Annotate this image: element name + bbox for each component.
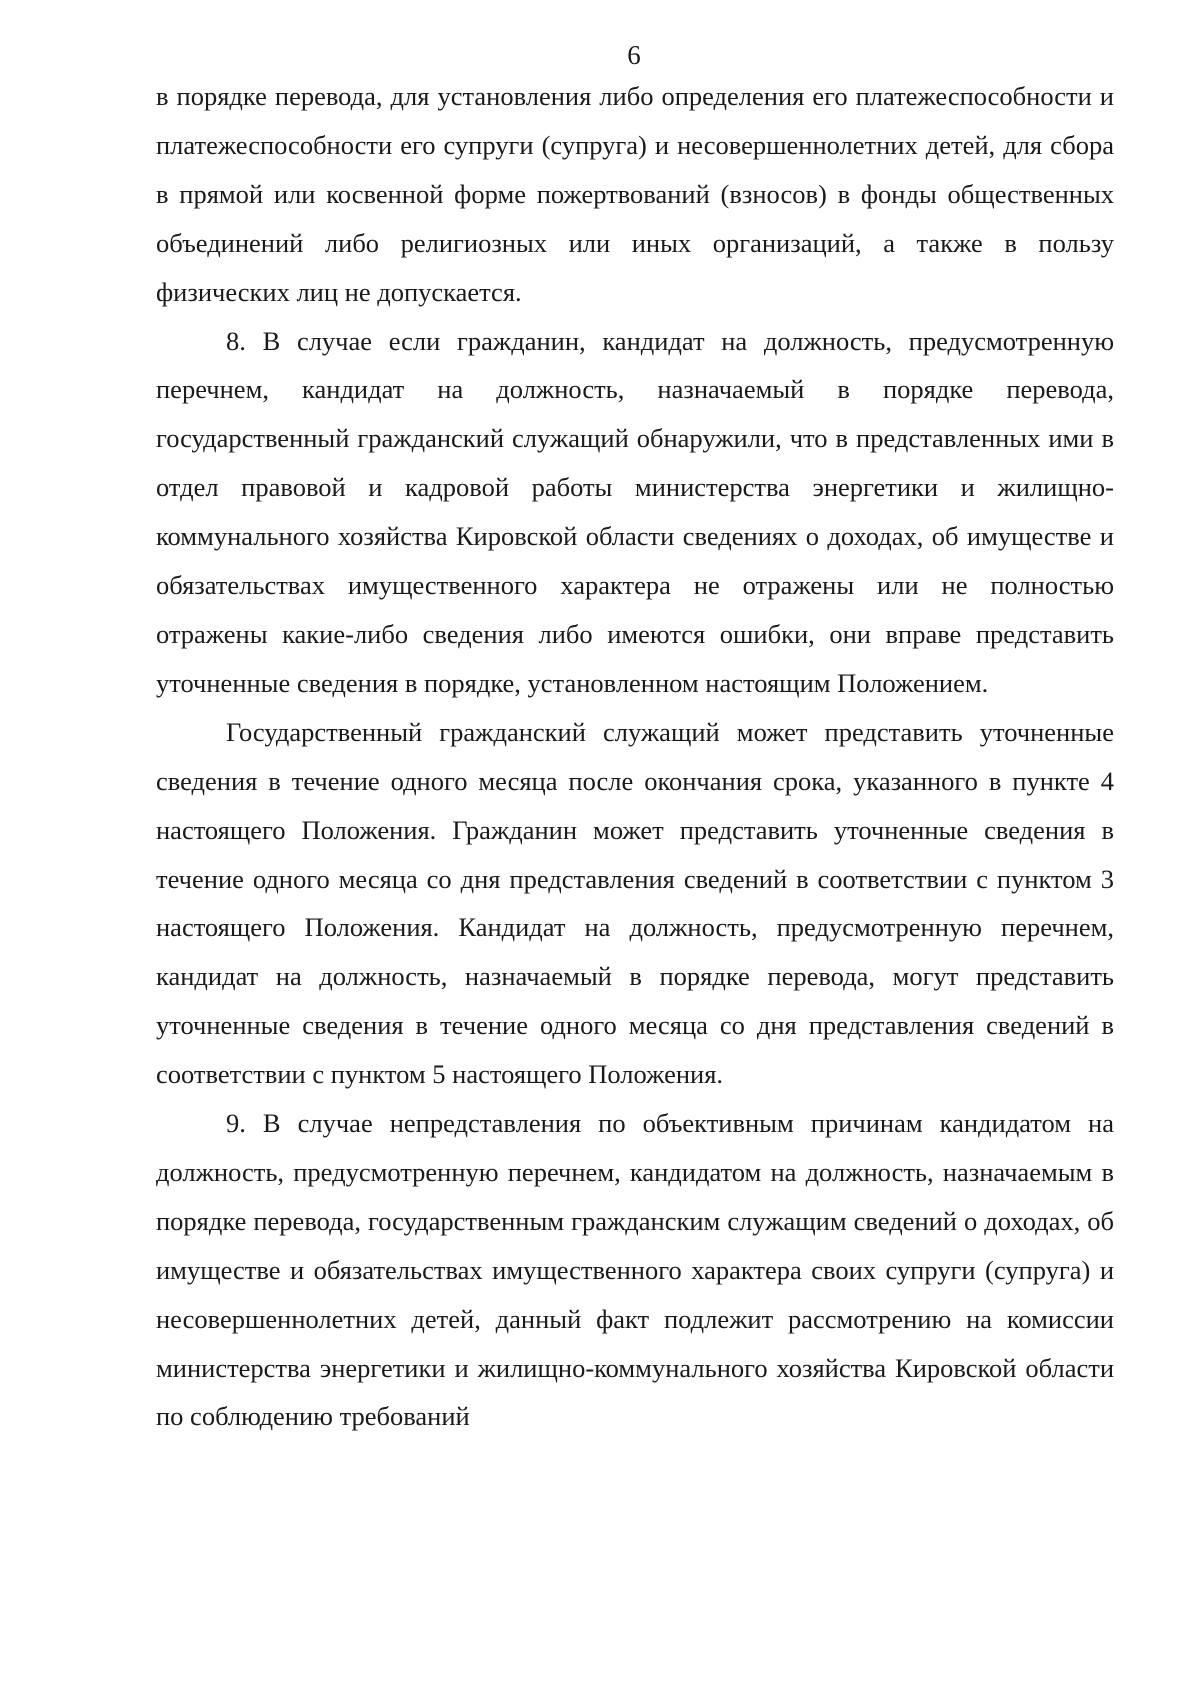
- paragraph-continuation: в порядке перевода, для установления либо определения его платежеспособности и платежеспособности его супруги (супруга) и несовершеннолетних детей, для сбора в прямой или косвенной форме пожертвований (взносов) в фонды общественных объединений либо религиозных или иных организаций, а также в пользу физических лиц не допускается.: [156, 81, 1114, 307]
- page-number: 6: [627, 40, 641, 70]
- paragraph-item-8: 8. В случае если гражданин, кандидат на должность, предусмотренную перечнем, кандидат на должность, назначаемый в порядке перевода, государственный гражданский служащий обнаружили, что в представленных ими в отдел правовой и кадровой работы министерства энергетики и жилищно-коммунального хозяйства Кировской области сведениях о доходах, об имуществе и обязательствах имущественного характера не отражены или не полностью отражены какие-либо сведения либо имеются ошибки, они вправе представить уточненные сведения в порядке, установленном настоящим Положением.: [156, 325, 1114, 698]
- document-body: [156, 72, 1114, 1441]
- paragraph-item-9: 9. В случае непредставления по объективным причинам кандидатом на должность, предусмотренную перечнем, кандидатом на должность, назначаемым в порядке перевода, государственным гражданским служащим сведений о доходах, об имуществе и обязательствах имущественного характера своих супруги (супруга) и несовершеннолетних детей, данный факт подлежит рассмотрению на комиссии министерства энергетики и жилищно-коммунального хозяйства Кировской области по соблюдению требований: [156, 1108, 1114, 1432]
- paragraph-item-8-second: Государственный гражданский служащий может представить уточненные сведения в течение одного месяца после окончания срока, указанного в пункте 4 настоящего Положения. Гражданин может представить уточненные сведения в течение одного месяца со дня представления сведений в соответствии с пунктом 3 настоящего Положения. Кандидат на должность, предусмотренную перечнем, кандидат на должность, назначаемый в порядке перевода, могут представить уточненные сведения в течение одного месяца со дня представления сведений в соответствии с пунктом 5 настоящего Положения.: [156, 716, 1114, 1090]
